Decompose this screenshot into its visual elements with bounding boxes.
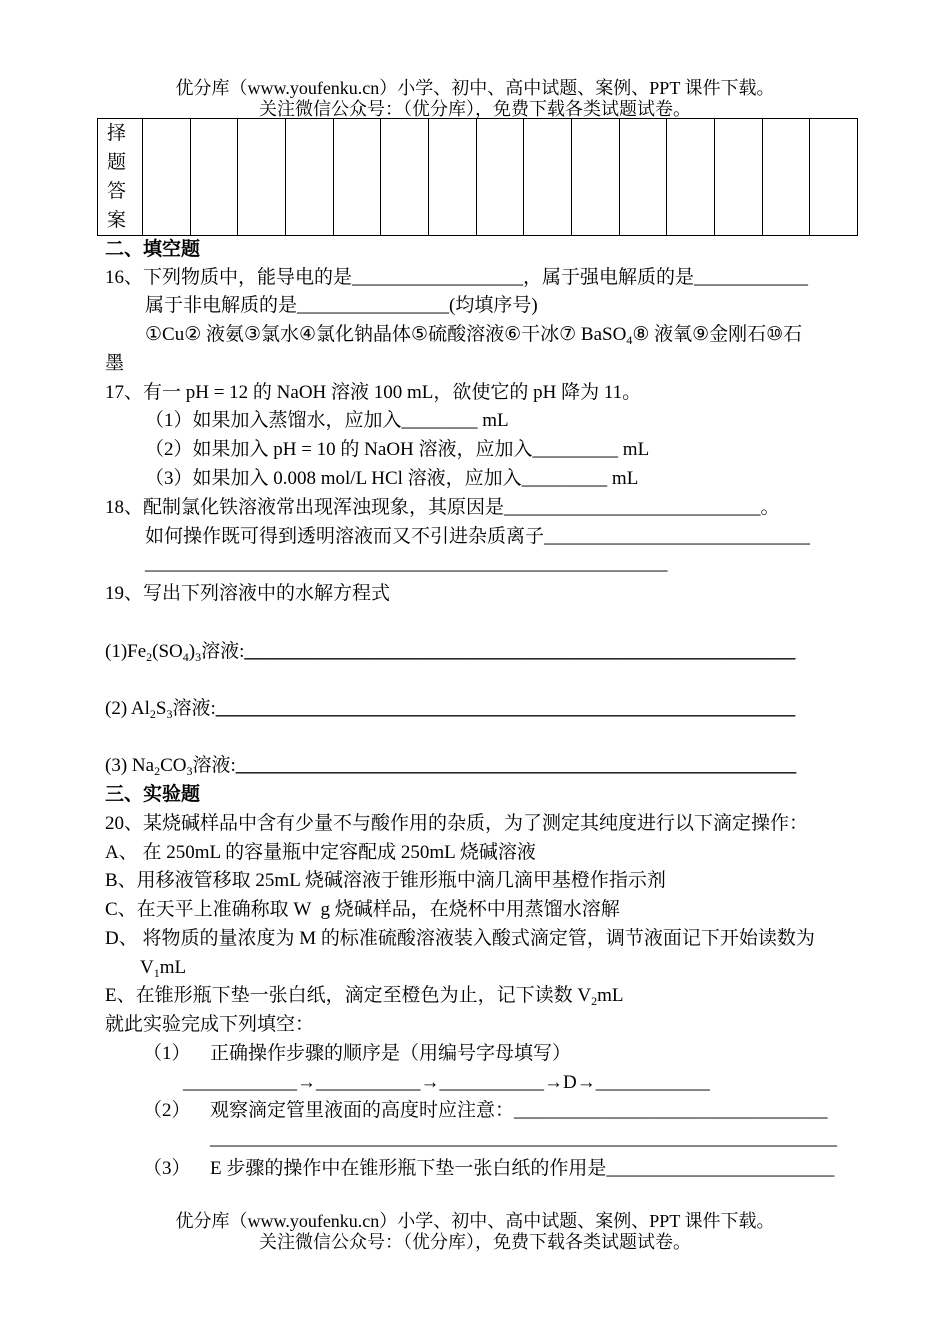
arrow-right-icon: → <box>420 1072 440 1093</box>
subscript: 4 <box>182 650 189 664</box>
subscript: 1 <box>153 966 160 980</box>
q16-options-text: ①Cu② 液氨③氯水④氯化钠晶体⑤硫酸溶液⑥干冰⑦ BaSO <box>145 324 627 345</box>
answer-cell-4[interactable] <box>285 119 333 236</box>
answer-cell-14[interactable] <box>762 119 810 236</box>
header-line-2: 关注微信公众号：（优分库），免费下载各类试题试卷。 <box>259 98 691 119</box>
q20-intro: 就此实验完成下列填空： <box>105 1014 315 1035</box>
q20-sub-1-text: 正确操作步骤的顺序是（用编号字母填写） <box>210 1043 572 1064</box>
subscript: 3 <box>166 707 173 721</box>
q20-step-d: D、 将物质的量浓度为 M 的标准硫酸溶液装入酸式滴定管，调节液面记下开始读数为 <box>105 928 815 949</box>
answer-cell-3[interactable] <box>238 119 286 236</box>
q19-formula-text: (2) Al <box>105 698 150 719</box>
page-header <box>0 78 950 119</box>
q20-step-b: B、用移液管移取 25mL 烧碱溶液于锥形瓶中滴几滴甲基橙作指示剂 <box>105 870 666 891</box>
q20-order-blank-1[interactable]: ____________ <box>183 1072 297 1093</box>
q20-sub-1 <box>143 1042 571 1066</box>
subscript: 2 <box>149 707 156 721</box>
q20-sub-number: （1） <box>143 1043 191 1064</box>
q17-blank[interactable]: _________ <box>532 439 619 460</box>
q18-line-1 <box>105 496 780 520</box>
q18-period: 。 <box>760 497 780 518</box>
q20-sub-3-text: E 步骤的操作中在锥形瓶下垫一张白纸的作用是 <box>210 1158 607 1179</box>
q18-prompt-reason: 18、配制氯化铁溶液常出现浑浊现象，其原因是 <box>105 497 505 518</box>
q16-blank-strong-electrolyte[interactable]: ____________ <box>694 267 809 288</box>
q20-sub-2 <box>143 1099 828 1123</box>
q19-item-2 <box>105 697 795 721</box>
q20-order-blank-4[interactable]: ____________ <box>595 1072 710 1093</box>
q19-blank-equation[interactable]: ___________________________________________________________ <box>235 755 797 776</box>
label-char: 答 <box>107 181 127 202</box>
q18-blank-method[interactable]: ____________________________ <box>544 526 811 547</box>
q20-step-e <box>105 984 623 1008</box>
q19-formula-text: ) <box>188 641 196 662</box>
q16-line-1 <box>105 266 808 290</box>
q17-blank[interactable]: ________ <box>401 410 478 431</box>
q19-formula-text: 溶液: <box>201 641 245 662</box>
q19-formula-text: 溶液: <box>172 698 216 719</box>
q20-step-order <box>183 1071 710 1095</box>
q17-item-text: （2）如果加入 pH = 10 的 NaOH 溶液，应加入 <box>145 439 533 460</box>
answer-cell-10[interactable] <box>571 119 619 236</box>
q20-step-c: C、在天平上准确称取 W g 烧碱样品，在烧杯中用蒸馏水溶解 <box>105 899 620 920</box>
q20-sub-3-blank[interactable]: ________________________ <box>606 1158 835 1179</box>
q20-step-a: A、 在 250mL 的容量瓶中定容配成 250mL 烧碱溶液 <box>105 842 536 863</box>
q20-sub-2-blank[interactable]: _________________________________ <box>514 1100 828 1121</box>
subscript: 3 <box>195 650 202 664</box>
q20-order-blank-3[interactable]: ___________ <box>439 1072 544 1093</box>
q16-options-text: ⑧ 液氧⑨金刚石⑩石 <box>632 324 803 345</box>
answer-row <box>98 119 858 236</box>
q20-reading-text: V <box>140 957 154 978</box>
footer-line-1: 优分库（www.youfenku.cn）小学、初中、高中试题、案例、PPT 课件下载。 <box>175 1211 775 1231</box>
arrow-right-icon: → <box>297 1072 316 1093</box>
answer-cell-13[interactable] <box>714 119 762 236</box>
q16-blank-non-electrolyte[interactable]: ________________ <box>297 295 450 316</box>
q17-item-1 <box>145 409 509 433</box>
q20-reading-text: mL <box>159 957 187 978</box>
q19-formula-text: S <box>155 698 167 719</box>
answer-cell-1[interactable] <box>143 119 191 236</box>
label-char: 择 <box>107 123 127 144</box>
subscript: 4 <box>626 333 633 347</box>
q19-formula-text: 溶液: <box>192 755 236 776</box>
answer-cell-2[interactable] <box>190 119 238 236</box>
q20-step-e-text: E、在锥形瓶下垫一张白纸，滴定至橙色为止，记下读数 V <box>105 985 592 1006</box>
answer-cell-8[interactable] <box>476 119 524 236</box>
answer-cell-9[interactable] <box>524 119 572 236</box>
q16-options <box>145 323 802 347</box>
subscript: 2 <box>591 994 598 1008</box>
answer-cell-11[interactable] <box>619 119 667 236</box>
answer-cell-7[interactable] <box>428 119 476 236</box>
page-footer <box>0 1211 950 1252</box>
header-line-1: 优分库（www.youfenku.cn）小学、初中、高中试题、案例、PPT 课件下载。 <box>175 78 775 98</box>
q20-sub-2-text: 观察滴定管里液面的高度时应注意： <box>210 1100 515 1121</box>
q20-order-fixed-step: →D→ <box>544 1072 596 1093</box>
q16-prompt-conductive: 16、下列物质中，能导电的是 <box>105 267 353 288</box>
footer-line-2: 关注微信公众号：（优分库），免费下载各类试题试卷。 <box>259 1231 691 1252</box>
q17-unit: mL <box>477 410 509 431</box>
q16-line-2 <box>145 294 538 318</box>
q19-formula-text: (1)Fe <box>105 641 147 662</box>
q17-item-3 <box>145 467 638 491</box>
q16-options-wrap: 墨 <box>105 353 125 374</box>
answer-cell-5[interactable] <box>333 119 381 236</box>
q20-sub-3 <box>143 1157 834 1181</box>
subscript: 3 <box>186 764 193 778</box>
q17-unit: mL <box>607 468 639 489</box>
answer-cell-12[interactable] <box>667 119 715 236</box>
q19-formula-text: CO <box>160 755 187 776</box>
q16-prompt-strong-electrolyte: ，属于强电解质的是 <box>523 267 695 288</box>
q19-formula-text: (3) Na <box>105 755 155 776</box>
answer-cell-15[interactable] <box>810 119 858 236</box>
q16-instruction: (均填序号) <box>449 295 538 316</box>
label-char: 案 <box>107 210 127 231</box>
q20-step-d-cont <box>140 956 186 980</box>
q16-blank-conductive[interactable]: __________________ <box>352 267 524 288</box>
q17-item-text: （1）如果加入蒸馏水，应加入 <box>145 410 402 431</box>
answer-cell-6[interactable] <box>381 119 429 236</box>
q17-unit: mL <box>618 439 650 460</box>
q20-step-e-text: mL <box>597 985 624 1006</box>
q19-stem: 19、写出下列溶液中的水解方程式 <box>105 583 391 604</box>
q19-item-1 <box>105 640 795 664</box>
q18-blank-method-cont[interactable]: _______________________________________________________ <box>145 553 668 574</box>
q20-sub-number: （3） <box>143 1158 191 1179</box>
q16-prompt-non-electrolyte: 属于非电解质的是 <box>145 295 298 316</box>
q19-formula-text: (SO <box>152 641 183 662</box>
q18-blank-reason[interactable]: ___________________________ <box>504 497 761 518</box>
q19-blank-equation[interactable]: _____________________________________________________________ <box>215 698 796 719</box>
subscript: 2 <box>146 650 153 664</box>
q20-sub-number: （2） <box>143 1100 191 1121</box>
q18-line-2 <box>145 525 810 549</box>
label-char: 题 <box>107 152 127 173</box>
q17-blank[interactable]: _________ <box>521 468 608 489</box>
q20-sub-2-blank-cont[interactable]: __________________________________________________________________ <box>210 1128 837 1149</box>
q19-blank-equation[interactable]: __________________________________________________________ <box>244 641 796 662</box>
subscript: 2 <box>154 764 161 778</box>
q20-order-blank-2[interactable]: ___________ <box>316 1072 421 1093</box>
q19-item-3 <box>105 754 796 778</box>
section-title-fill-in: 二、填空题 <box>105 239 201 260</box>
q17-item-text: （3）如果加入 0.008 mol/L HCl 溶液，应加入 <box>145 468 522 489</box>
answer-table <box>97 118 858 236</box>
answer-row-label <box>98 119 143 236</box>
q17-item-2 <box>145 438 649 462</box>
section-title-experiment: 三、实验题 <box>105 784 201 805</box>
q18-prompt-method: 如何操作既可得到透明溶液而又不引进杂质离子 <box>145 526 545 547</box>
q17-stem: 17、有一 pH = 12 的 NaOH 溶液 100 mL，欲使它的 pH 降为 11。 <box>105 382 642 403</box>
q20-stem: 20、某烧碱样品中含有少量不与酸作用的杂质，为了测定其纯度进行以下滴定操作： <box>105 813 809 834</box>
